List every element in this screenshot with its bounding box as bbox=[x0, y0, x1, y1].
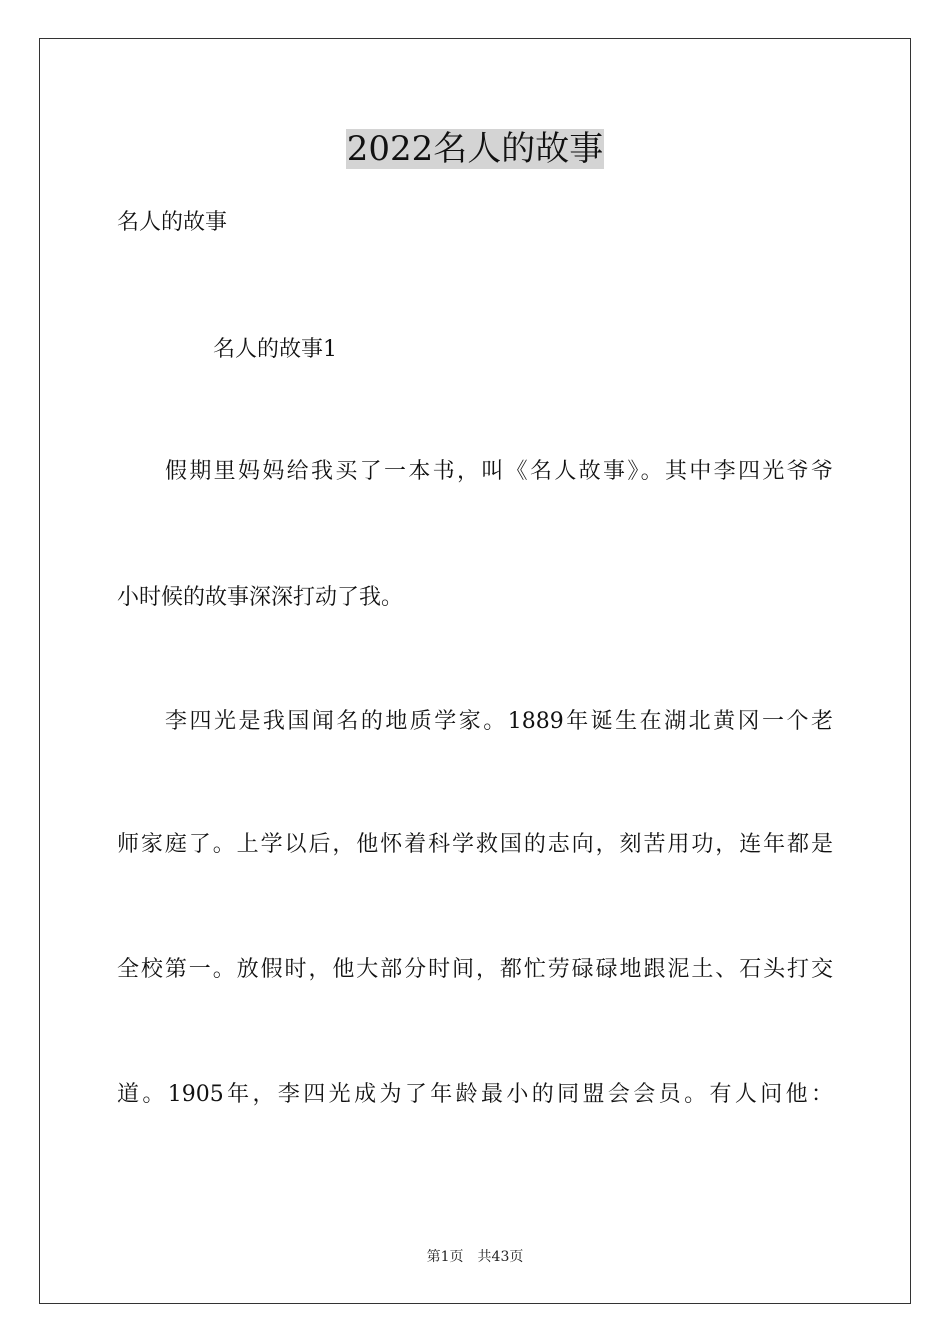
paragraph-2-line-1: 李四光是我国闻名的地质学家。1889年诞生在湖北黄冈一个老 bbox=[165, 709, 833, 734]
document-title bbox=[0, 128, 950, 170]
document-title-text: 2022名人的故事 bbox=[346, 129, 604, 169]
paragraph-2-line-2: 师家庭了。上学以后，他怀着科学救国的志向，刻苦用功，连年都是 bbox=[117, 832, 833, 857]
heading: 名人的故事 bbox=[117, 210, 228, 235]
paragraph-1-line-1: 假期里妈妈给我买了一本书，叫《名人故事》。其中李四光爷爷 bbox=[165, 459, 833, 484]
paragraph-1-line-2: 小时候的故事深深打动了我。 bbox=[117, 585, 404, 610]
page-number-footer: 第1页 共43页 bbox=[426, 1249, 524, 1265]
paragraph-2-line-3: 全校第一。放假时，他大部分时间，都忙劳碌碌地跟泥土、石头打交 bbox=[117, 957, 833, 982]
paragraph-2-line-4: 道。1905年，李四光成为了年龄最小的同盟会会员。有人问他： bbox=[117, 1082, 833, 1107]
section-title: 名人的故事1 bbox=[213, 337, 337, 362]
